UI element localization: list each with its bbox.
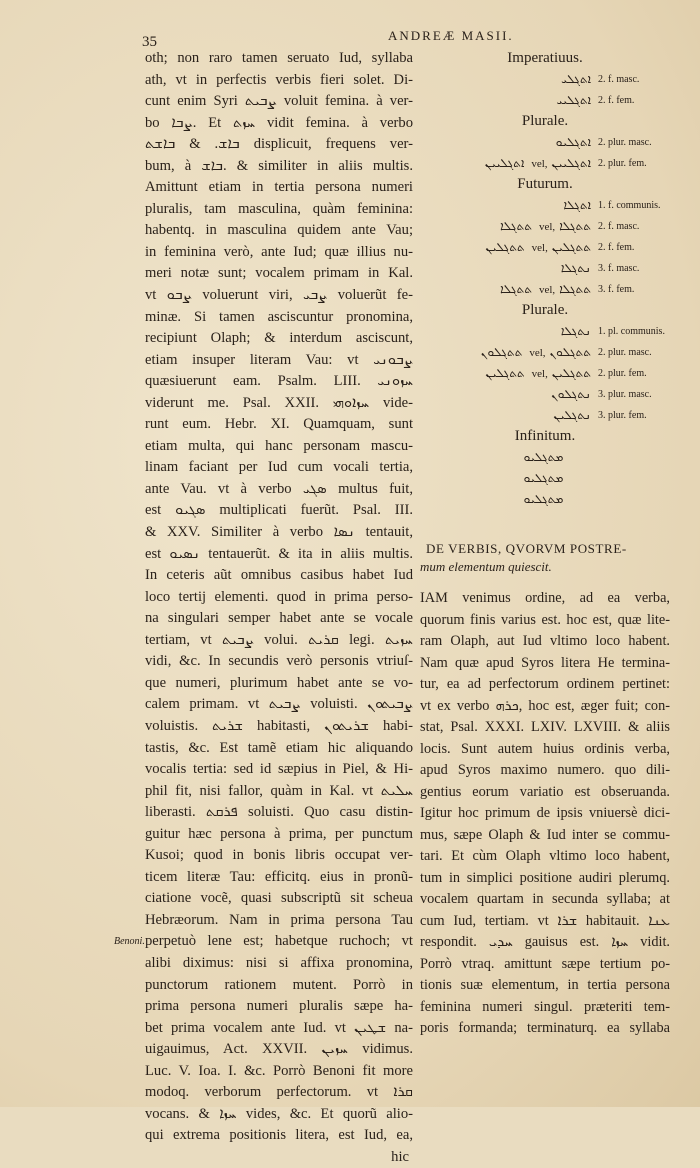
text-line: recipiunt Olaph; & interdum asciscunt, — [145, 330, 413, 347]
section-title — [420, 540, 670, 576]
text-line: quorum finis varius est. hoc est, quæ lite- — [420, 611, 670, 628]
text-line: tum in simplici positione audiri plerumq. — [420, 869, 670, 886]
syriac-form: ܢܬܓܠܐ — [560, 261, 591, 275]
grammar-label: 1. f. communis. — [598, 200, 661, 211]
running-head: ANDREÆ MASII. — [388, 28, 514, 43]
heading-infinitum: Infinitum. — [514, 428, 576, 444]
text-line: pluralis, tam masculina, quàm feminina: — [145, 200, 413, 217]
text-line: tionis suæ elementum, in tertia persona — [420, 977, 670, 993]
text-line: liberasti. ܦܪܩܬ soluisti. Quo casu distin- — [145, 804, 413, 821]
syriac-form: ܐܬܓܠܐ — [563, 198, 591, 212]
heading-imperativus: Imperatiuus. — [507, 50, 583, 66]
grammar-label: 2. plur. masc. — [598, 137, 652, 148]
right-body-text — [420, 588, 670, 1040]
vel-label: vel, — [538, 220, 556, 233]
text-line: cunt enim Syri ܨܒܝܬ voluit femina. à ver- — [145, 93, 413, 110]
grammar-label: 2. f. fem. — [598, 95, 635, 106]
text-line: vocalem quartam in secunda syllaba; at — [420, 891, 670, 907]
infinitum-row — [420, 468, 670, 489]
text-line: gentius eorum variatio est obseruanda. — [420, 783, 670, 800]
text-line: Nam quæ apud Syros litera He termina- — [420, 654, 670, 671]
infinitum-list — [420, 447, 670, 510]
text-line: vt ܨܒܘ voluerunt viri, ܨܒܝ voluerũt fe- — [145, 287, 413, 304]
vel-label: vel, — [529, 346, 546, 359]
syriac-form: ܢܬܓܠܐ — [560, 324, 591, 338]
catchword: hic — [391, 1148, 409, 1165]
text-line: In ceteris aũt omnibus casibus habet Iud — [145, 567, 413, 584]
text-line: Igitur hoc primum de ipsis vniuersè dici- — [420, 805, 670, 821]
syriac-form: ܐܬܓܠܝܝܢ — [484, 156, 525, 170]
text-line: vidi, &c. In secundis verò personis vtriuſ- — [145, 653, 413, 670]
syriac-form: ܢܬܓܠܝܢ — [553, 408, 591, 422]
text-line: mus, sæpe Olaph & Iud inter se commu- — [420, 826, 670, 843]
text-line: tertiam, vt ܨܒܝܬ volui. ܩܪܝܬ legi. ܚܙܝܬ — [145, 631, 413, 648]
syriac-form: ܬܬܓܠܐ — [559, 282, 591, 296]
text-line: guitur hæc persona à prima, per punctum — [145, 825, 413, 842]
text-line: etiam multa, qui hanc personam mascu- — [145, 437, 413, 454]
text-line: Porrò vtraq. amittunt sæpe tertium po- — [420, 955, 670, 972]
grammar-label: 1. pl. communis. — [598, 326, 665, 337]
paradigm-row — [420, 153, 670, 174]
text-line: qui extrema positionis litera, est Iud, ea, — [145, 1127, 413, 1144]
text-line: modoq. verborum perfectorum. vt ܩܪܐ — [145, 1084, 413, 1101]
text-line: linam faciant per Iud cum vocali tertia, — [145, 459, 413, 476]
heading-plurale: Plurale. — [521, 113, 569, 129]
text-line: Amittunt etiam in tertia persona numeri — [145, 179, 413, 196]
left-column — [145, 48, 413, 1168]
text-line: Luc. V. Ioa. I. &c. Porrò Benoni fit more — [145, 1062, 413, 1079]
text-line: est ܢܣܝܘ tentauerũt. & ita in aliis multis. — [145, 545, 413, 562]
paradigm-row — [420, 279, 670, 300]
syriac-form: ܐܬܓܠܝܘ — [555, 135, 591, 149]
text-line: que numeri, plurimum habet ante se vo- — [145, 674, 413, 691]
text-line: ante Vau. vt à verbo ܣܓܝ multus fuit, — [145, 480, 413, 497]
syriac-form: ܐܬܓܠܝ — [561, 72, 591, 86]
text-line: ram Olaph, aut Iud vltimo loco habent. — [420, 633, 670, 649]
grammar-label: 2. f. fem. — [598, 242, 635, 253]
grammar-label: 3. plur. fem. — [598, 410, 647, 421]
text-line: vocans. & ܚܙܐ vides, &c. Et quorũ alio- — [145, 1105, 413, 1122]
paradigm-row — [420, 384, 670, 405]
paradigm-row — [420, 132, 670, 153]
infinitum-row — [420, 489, 670, 510]
heading-futurum: Futurum. — [517, 176, 573, 192]
text-line: ticem literæ Tau: efficitq. eius in pronũ- — [145, 868, 413, 885]
text-line: voluistis. ܫܪܝܬ habitasti, ܫܪܝܬܘܢ habi- — [145, 717, 413, 734]
syriac-form: ܬܬܓܠܝܢ — [551, 240, 591, 254]
text-line: calem primam. vt ܨܒܝܬ voluisti. ܨܒܝܬܘܢ — [145, 696, 413, 713]
text-line: locis. Sunt autem huius ordinis verba, — [420, 740, 670, 757]
right-column — [420, 48, 670, 1040]
text-line: bum, à ܒܐܫ. & similiter in aliis multis. — [145, 157, 413, 174]
paradigm-row — [420, 258, 670, 279]
margin-note: Benoni. — [114, 936, 145, 947]
text-line: perpetuò lene est; habetque ruchoch; vt — [145, 933, 413, 950]
text-line: apud Syros maximo numero. quo dili- — [420, 762, 670, 778]
text-line: meri notæ sunt; vocalem primam in Kal. — [145, 265, 413, 282]
syriac-form: ܢܬܓܠܘܢ — [551, 387, 591, 401]
text-line: IAM venimus ordine, ad ea verba, — [420, 590, 670, 606]
grammar-label: 2. f. masc. — [598, 221, 640, 232]
syriac-form: ܬܬܓܠܝܢ — [485, 240, 525, 254]
text-line: prima persona numeri pluralis sæpe ha- — [145, 998, 413, 1015]
text-line: phil fit, nisi fallor, quàm in Kal. vt ܚܠܝܬ — [145, 782, 413, 799]
text-line: Kusoi; quod in bonis libris occupat ver- — [145, 847, 413, 864]
text-line: vocalis tertia: sed id sæpius in Piel, & Hi- — [145, 761, 413, 778]
paradigm-row — [420, 405, 670, 426]
text-line: loco tertij elementi. quod in prima perso- — [145, 588, 413, 605]
infinitum-row — [420, 447, 670, 468]
paradigm-row — [420, 237, 670, 258]
syriac-form: ܬܬܓܠܐ — [559, 219, 591, 233]
text-line: vt ex verbo ܟܪܗ, hoc est, æger fuit; con- — [420, 697, 670, 714]
paradigm-row — [420, 90, 670, 111]
syriac-form: ܬܬܓܠܐ — [500, 282, 532, 296]
paradigm-row — [420, 321, 670, 342]
imperativus-table — [420, 69, 670, 111]
syriac-form: ܐܬܓܠܝܝ — [556, 93, 591, 107]
heading-plurale-futurum: Plurale. — [521, 302, 569, 318]
text-line: ܒܐܫ. & ܒܐܫܬ displicuit, frequens ver- — [145, 136, 413, 153]
text-line: in feminina verò, ante Iud; quæ illius nu- — [145, 243, 413, 260]
text-line: tastis, &c. Est tamẽ etiam hic aliquando — [145, 739, 413, 756]
text-line: minæ. Si tamen asciscuntur pronomina, — [145, 308, 413, 325]
text-line: feminina numeri singul. præteriti tem- — [420, 998, 670, 1015]
vel-label: vel, — [538, 283, 556, 296]
section-title-text: DE VERBIS, QVORVM POSTRE- — [426, 541, 627, 556]
text-line: Hebræorum. Nam in prima persona Tau — [145, 911, 413, 928]
text-line: oth; non raro tamen seruato Iud, syllaba — [145, 50, 413, 66]
text-line: stat, Psal. XXXI. LXIV. LXVIII. & aliis — [420, 719, 670, 735]
grammar-label: 3. f. fem. — [598, 284, 635, 295]
syriac-form: ܬܬܓܠܘܢ — [480, 345, 523, 359]
syriac-form: ܐܬܓܠܝܝܢ — [551, 156, 591, 170]
text-line: poris formanda; terminaturq. ea syllaba — [420, 1020, 670, 1036]
syriac-form: ܬܬܓܠܝܢ — [485, 366, 525, 380]
text-line: cum Iud, tertiam. vt ܫܪܐ habitauit. ܥܢܐ — [420, 912, 670, 929]
text-line: etiam insuper literam Vau: vt ܨܒܘܢܝ — [145, 351, 413, 368]
section-subtitle: mum elementum quiescit. — [420, 559, 552, 574]
text-line: alibi diximus: nisi si affixa pronomina, — [145, 954, 413, 971]
page-number: 35 — [142, 34, 157, 50]
imperativus-plural-table — [420, 132, 670, 174]
text-line: punctorum rationem mutent. Porrò in — [145, 976, 413, 993]
text-line: ath, vt in perfectis verbis fieri solet. Di- — [145, 71, 413, 88]
text-line: uigauimus, Act. XXVII. ܚܙܝܢ vidimus. — [145, 1041, 413, 1058]
text-line: bet prima vocalem ante Iud. vt ܫܛܝܢ na- — [145, 1019, 413, 1036]
text-line: runt eum. Hebr. XI. Quamquam, sunt — [145, 416, 413, 433]
syriac-form: ܡܬܓܠܝܘ — [523, 471, 564, 485]
grammar-label: 3. f. masc. — [598, 263, 640, 274]
vel-label: vel, — [531, 241, 548, 254]
text-line: est ܣܓܝܘ multiplicati fuerũt. Psal. III. — [145, 502, 413, 519]
grammar-label: 2. plur. fem. — [598, 158, 647, 169]
vel-label: vel, — [531, 367, 548, 380]
paradigm-row — [420, 342, 670, 363]
paradigm-row — [420, 216, 670, 237]
futurum-plural-table — [420, 321, 670, 426]
text-line: viderunt me. Psal. XXII. ܚܙܐܘܗܝ vide- — [145, 394, 413, 411]
text-line: respondit. ܚܕܝ gauisus est. ܚܙܐ vidit. — [420, 934, 670, 950]
paradigm-row — [420, 69, 670, 90]
text-line: na singulari semper habet ante se vocale — [145, 610, 413, 627]
grammar-label: 3. plur. masc. — [598, 389, 652, 400]
text-line: habentq. in masculina quidem ante Vau; — [145, 222, 413, 239]
paradigm-row — [420, 195, 670, 216]
text-line: tur, ea ad perfectorum ordinem pertinet: — [420, 676, 670, 692]
text-line: tari. Et cùm Olaph vltimo loco habent, — [420, 848, 670, 864]
text-line: & XXV. Similiter à verbo ܢܣܐ tentauit, — [145, 524, 413, 541]
text-line: quæsiuerunt eam. Psalm. LIII. ܚܙܘܢܝ — [145, 373, 413, 390]
grammar-label: 2. plur. masc. — [598, 347, 652, 358]
grammar-label: 2. f. masc. — [598, 74, 640, 85]
syriac-form: ܡܬܓܠܝܘ — [523, 450, 564, 464]
syriac-form: ܬܬܓܠܘܢ — [549, 345, 591, 359]
futurum-table — [420, 195, 670, 300]
syriac-form: ܡܬܓܠܝܘ — [523, 492, 564, 506]
text-line: ciatione vocẽ, quasi subscriptũ sit scheua — [145, 890, 413, 907]
syriac-form: ܬܬܓܠܝܢ — [551, 366, 591, 380]
vel-label: vel, — [531, 157, 548, 170]
grammar-label: 2. plur. fem. — [598, 368, 647, 379]
syriac-form: ܬܬܓܠܐ — [500, 219, 532, 233]
paradigm-row — [420, 363, 670, 384]
text-line: bo ܨܒܐ. Et ܚܙܬ vidit femina. à verbo — [145, 114, 413, 131]
